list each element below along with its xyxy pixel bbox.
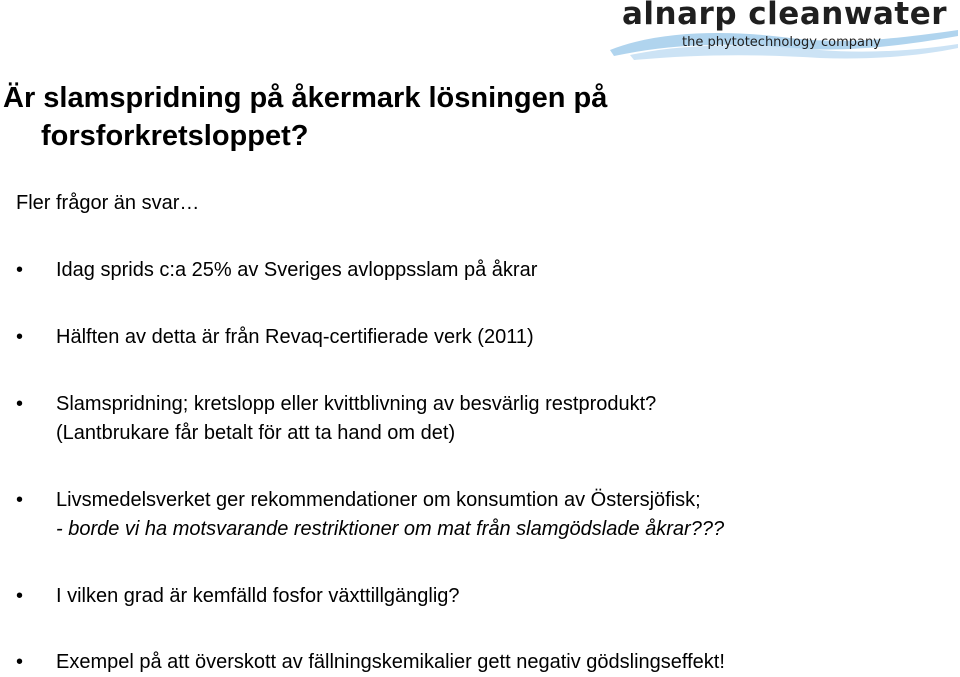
slide-title-line-1: Är slamspridning på åkermark lösningen på xyxy=(3,82,608,114)
bullet-subtext: (Lantbrukare får betalt för att ta hand om det) xyxy=(56,422,456,444)
company-logo xyxy=(590,0,960,62)
logo-tagline: the phytotechnology company xyxy=(682,35,881,50)
bullet-icon: • xyxy=(16,259,24,281)
bullet-text: Livsmedelsverket ger rekommendationer om konsumtion av Östersjöfisk; xyxy=(56,489,701,511)
bullet-text: Idag sprids c:a 25% av Sveriges avloppsslam på åkrar xyxy=(56,259,538,281)
bullet-text-block xyxy=(16,486,946,544)
bullet-icon: • xyxy=(16,326,24,348)
bullet-icon: • xyxy=(16,393,24,415)
bullet-icon: • xyxy=(16,489,24,511)
bullet-icon: • xyxy=(16,585,24,607)
bullet-text: Slamspridning; kretslopp eller kvittblivning av besvärlig restprodukt? xyxy=(56,393,657,415)
slide-title-line-2: forsforkretsloppet? xyxy=(41,120,309,152)
bullet-text-block xyxy=(16,390,946,448)
bullet-icon: • xyxy=(16,651,24,673)
bullet-italic-subtext: - borde vi ha motsvarande restriktioner om mat från slamgödslade åkrar??? xyxy=(56,518,725,540)
bullet-text: Hälften av detta är från Revaq-certifierade verk (2011) xyxy=(56,326,534,348)
list-item xyxy=(16,486,946,544)
bullet-text: Exempel på att överskott av fällningskemikalier gett negativ gödslingseffekt! xyxy=(56,651,725,673)
list-item xyxy=(16,648,946,677)
list-item xyxy=(16,582,946,611)
logo-name: alnarp cleanwater xyxy=(622,0,948,32)
list-item xyxy=(16,323,946,352)
slide-subtitle: Fler frågor än svar… xyxy=(16,192,200,214)
slide-title xyxy=(3,79,607,155)
list-item xyxy=(16,256,946,285)
bullet-text: I vilken grad är kemfälld fosfor växttillgänglig? xyxy=(56,585,460,607)
list-item xyxy=(16,390,946,448)
